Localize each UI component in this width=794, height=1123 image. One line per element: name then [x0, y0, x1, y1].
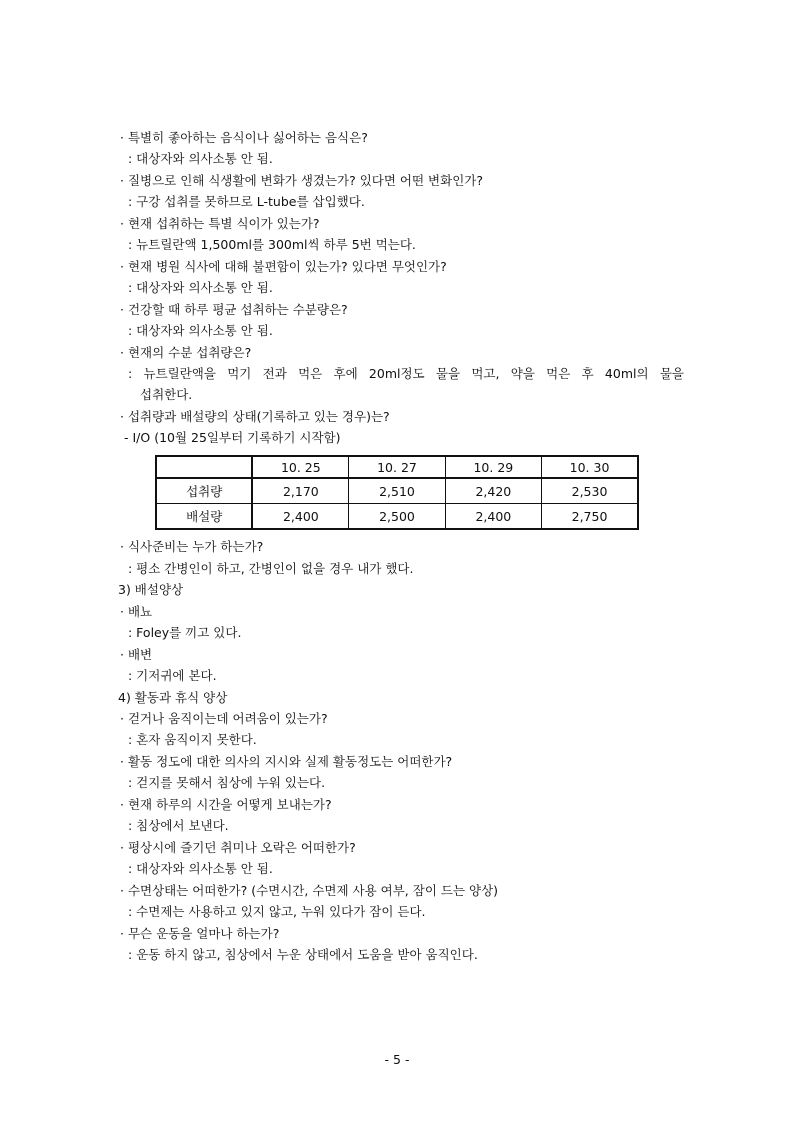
- io-cell: 2,170: [252, 478, 348, 503]
- item-urination: · 배뇨: [120, 604, 153, 619]
- question-fluid-current: · 현재의 수분 섭취량은?: [120, 345, 252, 360]
- io-cell: 2,510: [349, 478, 445, 503]
- question-mobility: · 걷거나 움직이는데 어려움이 있는가?: [120, 711, 328, 726]
- io-header-date: 10. 27: [349, 456, 445, 478]
- question-daily-time: · 현재 하루의 시간을 어떻게 보내는가?: [120, 797, 332, 812]
- io-cell: 2,530: [542, 478, 638, 503]
- io-header-date: 10. 25: [252, 456, 348, 478]
- answer-hobby: : 대상자와 의사소통 안 됨.: [128, 861, 273, 876]
- io-row-output: [156, 504, 638, 529]
- answer-sleep: : 수면제는 사용하고 있지 않고, 누워 있다가 잠이 든다.: [128, 904, 426, 919]
- question-special-diet: · 현재 섭취하는 특별 식이가 있는가?: [120, 216, 320, 231]
- answer-urination: : Foley를 끼고 있다.: [128, 625, 242, 640]
- question-hobby: · 평상시에 즐기던 취미나 오락은 어떠한가?: [120, 840, 356, 855]
- io-row-intake: [156, 478, 638, 503]
- question-meal-prep: · 식사준비는 누가 하는가?: [120, 539, 264, 554]
- answer-fluid-current-cont: 섭취한다.: [140, 387, 193, 402]
- io-caption: - I/O (10월 25일부터 기록하기 시작함): [124, 430, 341, 445]
- answer-daily-time: : 침상에서 보낸다.: [128, 818, 229, 833]
- answer-special-diet: : 뉴트릴란액 1,500ml를 300ml씩 하루 5번 먹는다.: [128, 237, 416, 252]
- question-activity-level: · 활동 정도에 대한 의사의 지시와 실제 활동정도는 어떠한가?: [120, 754, 453, 769]
- io-row-label: 섭취량: [156, 478, 252, 503]
- answer-diet-change: : 구강 섭취를 못하므로 L-tube를 삽입했다.: [128, 194, 365, 209]
- io-header-row: [156, 456, 638, 478]
- answer-fluid-healthy: : 대상자와 의사소통 안 됨.: [128, 323, 273, 338]
- question-exercise: · 무슨 운동을 얼마나 하는가?: [120, 926, 280, 941]
- answer-exercise: : 운동 하지 않고, 침상에서 누운 상태에서 도움을 받아 움직인다.: [128, 947, 478, 962]
- question-diet-change: · 질병으로 인해 식생활에 변화가 생겼는가? 있다면 어떤 변화인가?: [120, 173, 483, 188]
- section-heading-elimination: 3) 배설양상: [118, 582, 184, 597]
- answer-activity-level: : 걷지를 못해서 침상에 누워 있는다.: [128, 775, 326, 790]
- question-fluid-healthy: · 건강할 때 하루 평균 섭취하는 수분량은?: [120, 302, 348, 317]
- io-header-date: 10. 29: [445, 456, 541, 478]
- question-favorite-food: · 특별히 좋아하는 음식이나 싫어하는 음식은?: [120, 130, 368, 145]
- io-header-corner: [156, 456, 252, 478]
- answer-hospital-meal: : 대상자와 의사소통 안 됨.: [128, 280, 273, 295]
- page-number: - 5 -: [384, 1052, 410, 1067]
- io-cell: 2,400: [445, 504, 541, 529]
- io-row-label: 배설량: [156, 504, 252, 529]
- answer-mobility: : 혼자 움직이지 못한다.: [128, 732, 257, 747]
- answer-defecation: : 기저귀에 본다.: [128, 668, 217, 683]
- io-cell: 2,400: [252, 504, 348, 529]
- answer-favorite-food: : 대상자와 의사소통 안 됨.: [128, 151, 273, 166]
- item-defecation: · 배변: [120, 647, 153, 662]
- question-hospital-meal: · 현재 병원 식사에 대해 불편함이 있는가? 있다면 무엇인가?: [120, 259, 447, 274]
- question-intake-output: · 섭취량과 배설량의 상태(기록하고 있는 경우)는?: [120, 409, 390, 424]
- question-sleep: · 수면상태는 어떠한가? (수면시간, 수면제 사용 여부, 잠이 드는 양상): [120, 883, 499, 898]
- answer-meal-prep: : 평소 간병인이 하고, 간병인이 없을 경우 내가 했다.: [128, 561, 414, 576]
- answer-fluid-current: : 뉴트릴란액을 먹기 전과 먹은 후에 20ml정도 물을 먹고, 약을 먹은 후 40ml의 물을: [128, 366, 684, 381]
- io-cell: 2,420: [445, 478, 541, 503]
- section-heading-activity: 4) 활동과 휴식 양상: [118, 690, 228, 705]
- io-header-date: 10. 30: [542, 456, 638, 478]
- io-cell: 2,750: [542, 504, 638, 529]
- io-cell: 2,500: [349, 504, 445, 529]
- io-table: [155, 455, 639, 530]
